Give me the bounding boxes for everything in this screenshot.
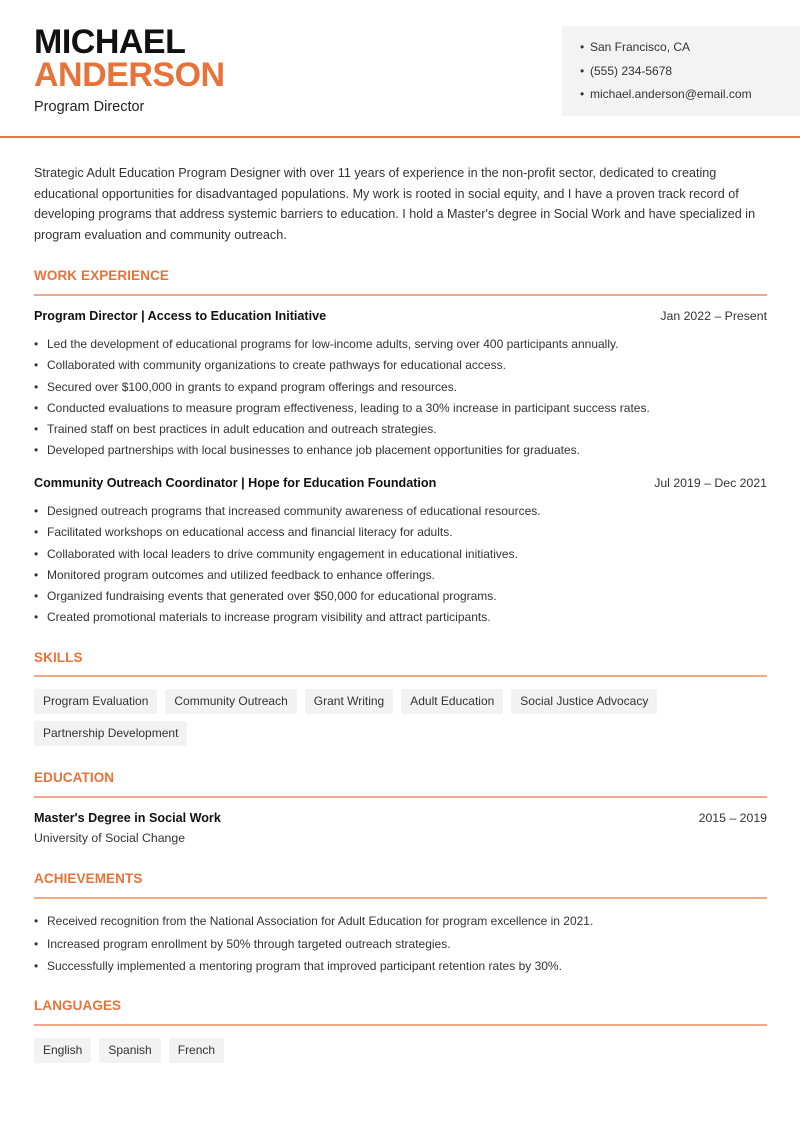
job-bullets bbox=[34, 336, 774, 464]
list-item bbox=[34, 958, 774, 981]
section-divider bbox=[34, 675, 767, 677]
school: University of Social Change bbox=[34, 831, 186, 845]
job-role: Community Outreach Coordinator | Hope for Education Foundation bbox=[34, 476, 437, 490]
bullet-icon: • bbox=[34, 610, 39, 625]
summary-paragraph: Strategic Adult Education Program Designer with over 11 years of experience in the non-profit sector, dedicated to creating educational opportunities for disadvantaged populations. My work is rooted in social equity, and I have a proven track record of developing programs that address systemic barriers to education. I hold a Master's degree in Social Work and have specialized in program evaluation and community outreach. bbox=[34, 166, 756, 243]
list-item bbox=[34, 442, 774, 463]
bullet-text: Facilitated workshops on educational access and financial literacy for adults. bbox=[47, 525, 453, 540]
bullet-icon: • bbox=[34, 504, 39, 518]
education-header bbox=[34, 811, 767, 825]
skills-list bbox=[34, 689, 774, 753]
education-dates: 2015 – 2019 bbox=[698, 811, 767, 825]
list-item bbox=[34, 503, 774, 524]
list-item bbox=[34, 421, 774, 442]
bullet-icon: • bbox=[580, 87, 585, 101]
list-item bbox=[34, 524, 774, 545]
bullet-text: Collaborated with local leaders to drive community engagement in educational initiatives. bbox=[47, 546, 518, 561]
section-title-achievements: ACHIEVEMENTS bbox=[34, 871, 143, 886]
bullet-text: Successfully implemented a mentoring program that improved participant retention rates by 30%. bbox=[47, 959, 562, 973]
skill-chip: Program Evaluation bbox=[34, 689, 157, 714]
bullet-text: Developed partnerships with local businesses to enhance job placement opportunities for graduates. bbox=[47, 443, 580, 458]
language-chip: English bbox=[34, 1038, 91, 1063]
bullet-text: Organized fundraising events that generated over $50,000 for educational programs. bbox=[47, 589, 497, 604]
languages-list bbox=[34, 1038, 774, 1070]
bullet-icon: • bbox=[34, 959, 39, 973]
contact-location bbox=[580, 39, 800, 63]
list-item bbox=[34, 400, 774, 421]
contact-email-text[interactable]: michael.anderson@email.com bbox=[590, 87, 752, 101]
job-header bbox=[34, 309, 767, 323]
resume-header bbox=[0, 0, 800, 138]
contact-location-text: San Francisco, CA bbox=[590, 40, 691, 54]
contact-box bbox=[562, 26, 800, 116]
list-item bbox=[34, 336, 774, 357]
list-item bbox=[34, 913, 774, 936]
degree: Master's Degree in Social Work bbox=[34, 811, 221, 825]
bullet-text: Led the development of educational programs for low-income adults, serving over 400 participants annually. bbox=[47, 337, 619, 351]
job-bullets bbox=[34, 503, 774, 631]
bullet-text: Designed outreach programs that increased community awareness of educational resources. bbox=[47, 504, 541, 518]
bullet-text: Secured over $100,000 in grants to expand program offerings and resources. bbox=[47, 379, 458, 394]
skill-chip: Partnership Development bbox=[34, 721, 187, 746]
bullet-icon: • bbox=[34, 589, 39, 604]
section-title-languages: LANGUAGES bbox=[34, 998, 122, 1013]
bullet-icon: • bbox=[34, 422, 39, 437]
job-title: Program Director bbox=[34, 99, 145, 115]
job-role: Program Director | Access to Education Initiative bbox=[34, 309, 327, 323]
bullet-icon: • bbox=[34, 525, 39, 540]
bullet-text: Collaborated with community organizations to create pathways for educational access. bbox=[47, 358, 506, 373]
bullet-icon: • bbox=[34, 546, 39, 561]
section-divider bbox=[34, 294, 767, 296]
bullet-icon: • bbox=[580, 63, 585, 78]
first-name: MICHAEL bbox=[34, 23, 186, 61]
list-item bbox=[34, 936, 774, 959]
section-divider bbox=[34, 1024, 767, 1026]
bullet-icon: • bbox=[34, 914, 39, 928]
list-item bbox=[34, 379, 774, 400]
section-divider bbox=[34, 897, 767, 899]
bullet-icon: • bbox=[34, 567, 39, 582]
section-title-education: EDUCATION bbox=[34, 770, 115, 785]
job-dates: Jul 2019 – Dec 2021 bbox=[654, 476, 767, 490]
job-dates: Jan 2022 – Present bbox=[660, 309, 767, 323]
list-item bbox=[34, 546, 774, 567]
job-header bbox=[34, 476, 767, 490]
bullet-text: Conducted evaluations to measure program effectiveness, leading to a 30% increase in participant success rates. bbox=[47, 400, 650, 415]
section-title-skills: SKILLS bbox=[34, 650, 83, 665]
bullet-text: Received recognition from the National Association for Adult Education for program excellence in 2021. bbox=[47, 914, 594, 928]
language-chip: French bbox=[169, 1038, 224, 1063]
achievements-list bbox=[34, 913, 774, 981]
bullet-icon: • bbox=[580, 40, 585, 54]
bullet-text: Trained staff on best practices in adult education and outreach strategies. bbox=[47, 422, 437, 437]
bullet-text: Created promotional materials to increase program visibility and attract participants. bbox=[47, 610, 491, 625]
skill-chip: Adult Education bbox=[401, 689, 503, 714]
bullet-icon: • bbox=[34, 379, 39, 394]
bullet-text: Increased program enrollment by 50% through targeted outreach strategies. bbox=[47, 936, 451, 951]
list-item bbox=[34, 357, 774, 378]
language-chip: Spanish bbox=[99, 1038, 160, 1063]
contact-email bbox=[580, 86, 800, 110]
bullet-text: Monitored program outcomes and utilized feedback to enhance offerings. bbox=[47, 567, 436, 582]
skill-chip: Grant Writing bbox=[305, 689, 393, 714]
bullet-icon: • bbox=[34, 337, 39, 351]
skill-chip: Community Outreach bbox=[165, 689, 296, 714]
list-item bbox=[34, 588, 774, 609]
list-item bbox=[34, 609, 774, 630]
bullet-icon: • bbox=[34, 400, 39, 415]
bullet-icon: • bbox=[34, 936, 39, 951]
bullet-icon: • bbox=[34, 358, 39, 373]
last-name: ANDERSON bbox=[34, 56, 225, 94]
contact-phone bbox=[580, 63, 800, 87]
section-divider bbox=[34, 796, 767, 798]
list-item bbox=[34, 567, 774, 588]
bullet-icon: • bbox=[34, 443, 39, 458]
section-title-work: WORK EXPERIENCE bbox=[34, 268, 170, 283]
contact-phone-text: (555) 234-5678 bbox=[590, 63, 673, 78]
skill-chip: Social Justice Advocacy bbox=[511, 689, 657, 714]
